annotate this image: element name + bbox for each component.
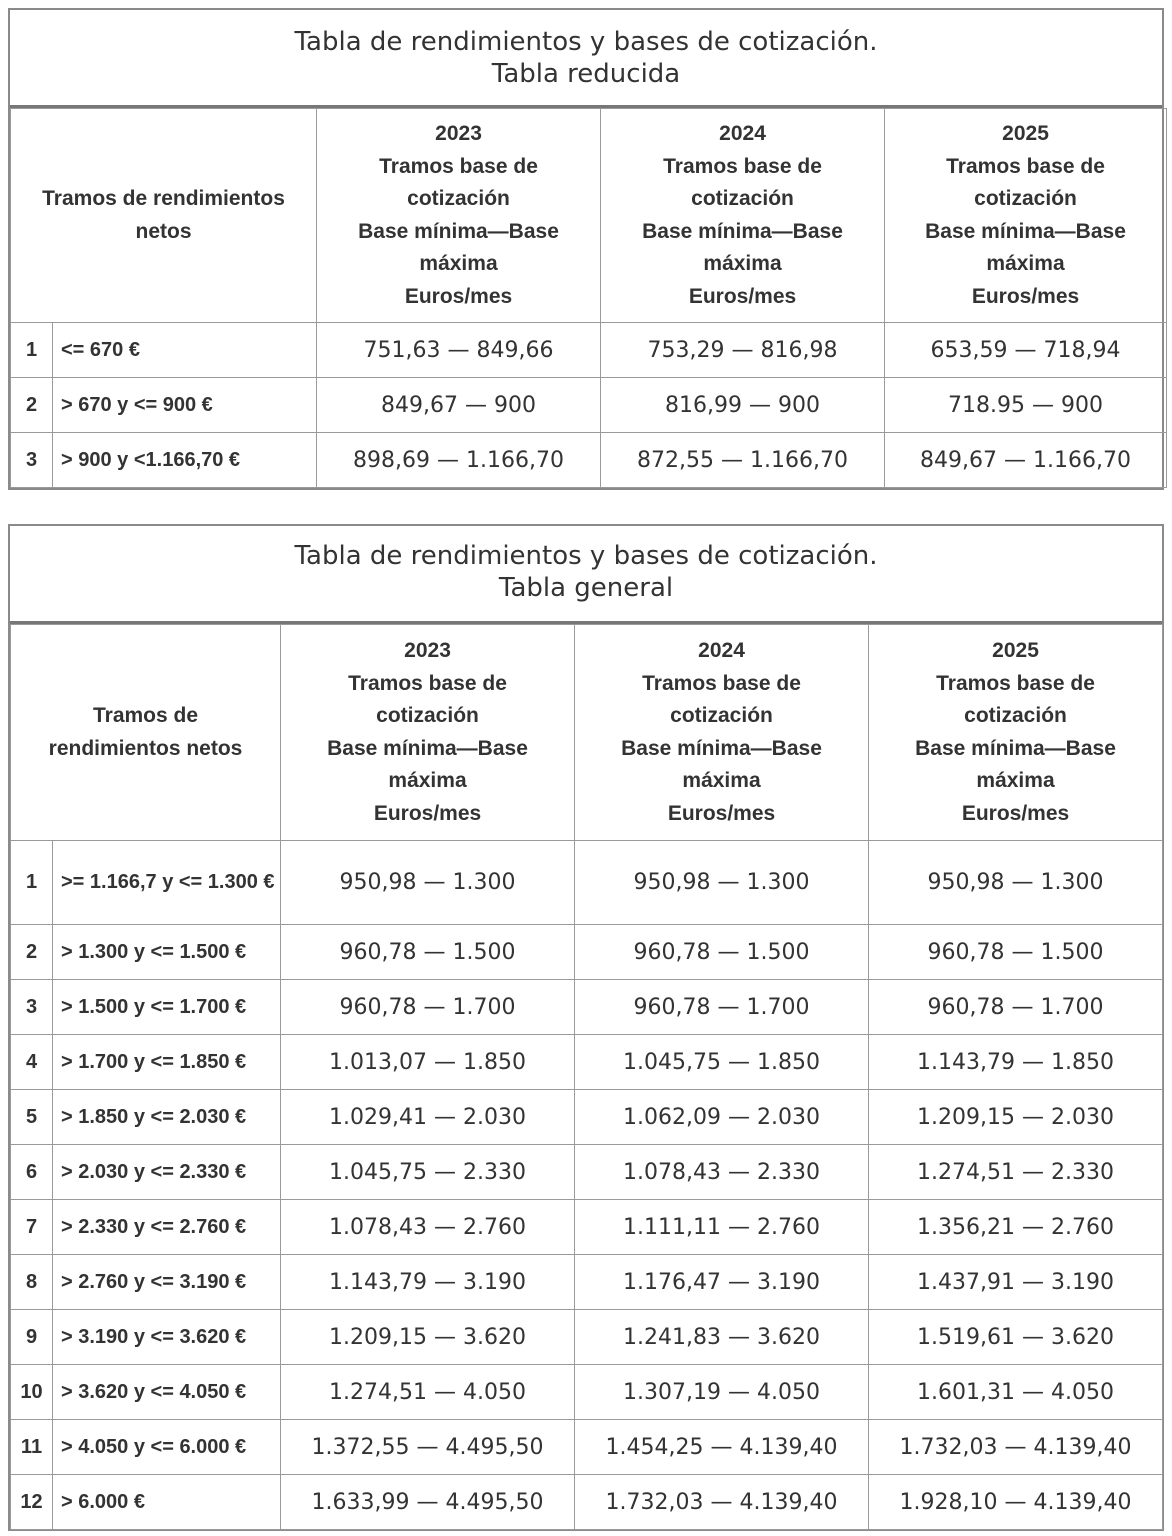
tabla-reducida-grid: [10, 108, 1167, 488]
cell-2023: 1.013,07 — 1.850: [281, 1035, 575, 1090]
tabla-general-title: [10, 526, 1162, 624]
header-row: [11, 109, 1167, 323]
header-2025: 2025 Tramos base de cotización Base mínima—Base máxima Euros/mes: [885, 109, 1167, 323]
title-line-1: Tabla de rendimientos y bases de cotización.: [294, 27, 878, 57]
cell-2024: 872,55 — 1.166,70: [601, 433, 885, 488]
cell-2025: 960,78 — 1.700: [869, 980, 1163, 1035]
cell-2024: 1.176,47 — 3.190: [575, 1255, 869, 1310]
cell-2023: 849,67 — 900: [317, 378, 601, 433]
row-number: 2: [11, 378, 53, 433]
row-range: > 4.050 y <= 6.000 €: [53, 1420, 281, 1475]
header-row: [11, 625, 1163, 841]
header-2023: 2023 Tramos base de cotización Base mínima—Base máxima Euros/mes: [281, 625, 575, 841]
row-number: 7: [11, 1200, 53, 1255]
header-tramos: Tramos de rendimientos netos: [11, 625, 281, 841]
row-number: 10: [11, 1365, 53, 1420]
table-row: [11, 1090, 1163, 1145]
title-line-1: Tabla de rendimientos y bases de cotización.: [294, 541, 878, 571]
title-line-2: Tabla general: [498, 573, 674, 603]
row-number: 2: [11, 925, 53, 980]
header-tramos: Tramos de rendimientos netos: [11, 109, 317, 323]
cell-2024: 753,29 — 816,98: [601, 323, 885, 378]
table-row: [11, 433, 1167, 488]
cell-2025: 849,67 — 1.166,70: [885, 433, 1167, 488]
cell-2023: 898,69 — 1.166,70: [317, 433, 601, 488]
table-row: [11, 841, 1163, 925]
header-2025: 2025 Tramos base de cotización Base mínima—Base máxima Euros/mes: [869, 625, 1163, 841]
cell-2025: 1.437,91 — 3.190: [869, 1255, 1163, 1310]
cell-2025: 1.928,10 — 4.139,40: [869, 1475, 1163, 1530]
row-number: 4: [11, 1035, 53, 1090]
row-number: 8: [11, 1255, 53, 1310]
row-range: > 900 y <1.166,70 €: [53, 433, 317, 488]
cell-2024: 1.111,11 — 2.760: [575, 1200, 869, 1255]
table-row: [11, 1145, 1163, 1200]
cell-2025: 1.209,15 — 2.030: [869, 1090, 1163, 1145]
row-range: > 2.030 y <= 2.330 €: [53, 1145, 281, 1200]
table-row: [11, 1475, 1163, 1530]
cell-2024: 1.045,75 — 1.850: [575, 1035, 869, 1090]
row-range: > 1.300 y <= 1.500 €: [53, 925, 281, 980]
table-row: [11, 1200, 1163, 1255]
cell-2023: 1.209,15 — 3.620: [281, 1310, 575, 1365]
title-line-2: Tabla reducida: [491, 59, 681, 89]
cell-2023: 950,98 — 1.300: [281, 841, 575, 925]
row-number: 11: [11, 1420, 53, 1475]
cell-2023: 1.029,41 — 2.030: [281, 1090, 575, 1145]
cell-2025: 1.356,21 — 2.760: [869, 1200, 1163, 1255]
table-row: [11, 378, 1167, 433]
row-range: > 1.850 y <= 2.030 €: [53, 1090, 281, 1145]
cell-2024: 1.307,19 — 4.050: [575, 1365, 869, 1420]
cell-2025: 1.732,03 — 4.139,40: [869, 1420, 1163, 1475]
cell-2024: 1.454,25 — 4.139,40: [575, 1420, 869, 1475]
row-range: > 2.330 y <= 2.760 €: [53, 1200, 281, 1255]
cell-2023: 1.078,43 — 2.760: [281, 1200, 575, 1255]
header-2024: 2024 Tramos base de cotización Base mínima—Base máxima Euros/mes: [601, 109, 885, 323]
table-row: [11, 1035, 1163, 1090]
cell-2023: 1.633,99 — 4.495,50: [281, 1475, 575, 1530]
cell-2024: 1.078,43 — 2.330: [575, 1145, 869, 1200]
cell-2023: 960,78 — 1.500: [281, 925, 575, 980]
table-row: [11, 980, 1163, 1035]
cell-2024: 1.241,83 — 3.620: [575, 1310, 869, 1365]
row-number: 9: [11, 1310, 53, 1365]
row-range: > 6.000 €: [53, 1475, 281, 1530]
tabla-reducida: [8, 8, 1164, 490]
row-range: >= 1.166,7 y <= 1.300 €: [53, 841, 281, 925]
cell-2024: 960,78 — 1.700: [575, 980, 869, 1035]
cell-2025: 1.601,31 — 4.050: [869, 1365, 1163, 1420]
cell-2025: 950,98 — 1.300: [869, 841, 1163, 925]
row-range: > 670 y <= 900 €: [53, 378, 317, 433]
cell-2024: 960,78 — 1.500: [575, 925, 869, 980]
tabla-general-grid: [10, 624, 1163, 1530]
table-row: [11, 1420, 1163, 1475]
row-range: > 1.500 y <= 1.700 €: [53, 980, 281, 1035]
row-number: 12: [11, 1475, 53, 1530]
row-number: 5: [11, 1090, 53, 1145]
row-range: > 1.700 y <= 1.850 €: [53, 1035, 281, 1090]
row-number: 1: [11, 323, 53, 378]
cell-2024: 1.732,03 — 4.139,40: [575, 1475, 869, 1530]
table-row: [11, 1310, 1163, 1365]
row-number: 1: [11, 841, 53, 925]
cell-2025: 1.143,79 — 1.850: [869, 1035, 1163, 1090]
cell-2024: 816,99 — 900: [601, 378, 885, 433]
tabla-reducida-title: [10, 10, 1162, 108]
header-2024: 2024 Tramos base de cotización Base mínima—Base máxima Euros/mes: [575, 625, 869, 841]
row-number: 3: [11, 980, 53, 1035]
cell-2025: 718.95 — 900: [885, 378, 1167, 433]
cell-2023: 1.045,75 — 2.330: [281, 1145, 575, 1200]
table-row: [11, 925, 1163, 980]
row-number: 3: [11, 433, 53, 488]
row-range: > 3.620 y <= 4.050 €: [53, 1365, 281, 1420]
cell-2023: 751,63 — 849,66: [317, 323, 601, 378]
cell-2025: 1.519,61 — 3.620: [869, 1310, 1163, 1365]
cell-2025: 653,59 — 718,94: [885, 323, 1167, 378]
row-number: 6: [11, 1145, 53, 1200]
table-row: [11, 1255, 1163, 1310]
cell-2025: 1.274,51 — 2.330: [869, 1145, 1163, 1200]
header-2023: 2023 Tramos base de cotización Base mínima—Base máxima Euros/mes: [317, 109, 601, 323]
cell-2023: 1.274,51 — 4.050: [281, 1365, 575, 1420]
cell-2023: 1.143,79 — 3.190: [281, 1255, 575, 1310]
table-row: [11, 323, 1167, 378]
cell-2024: 1.062,09 — 2.030: [575, 1090, 869, 1145]
cell-2024: 950,98 — 1.300: [575, 841, 869, 925]
cell-2023: 1.372,55 — 4.495,50: [281, 1420, 575, 1475]
row-range: <= 670 €: [53, 323, 317, 378]
table-row: [11, 1365, 1163, 1420]
tabla-general: [8, 524, 1164, 1531]
cell-2023: 960,78 — 1.700: [281, 980, 575, 1035]
row-range: > 3.190 y <= 3.620 €: [53, 1310, 281, 1365]
row-range: > 2.760 y <= 3.190 €: [53, 1255, 281, 1310]
cell-2025: 960,78 — 1.500: [869, 925, 1163, 980]
